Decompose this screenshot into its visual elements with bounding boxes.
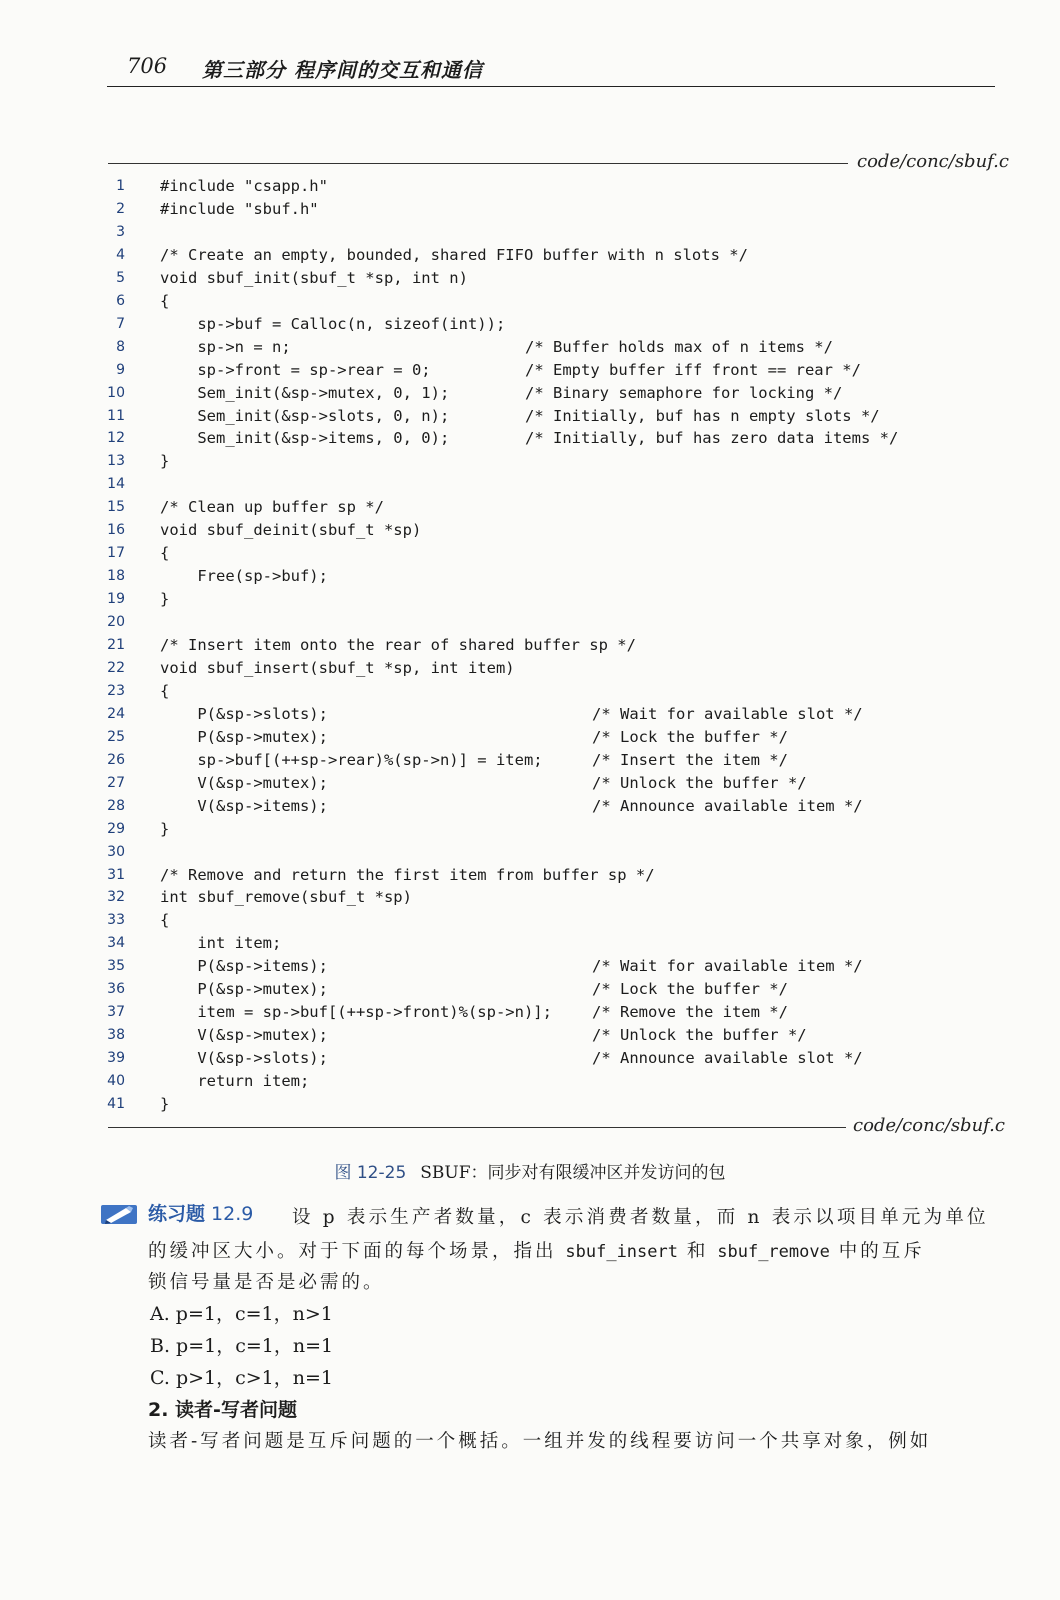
code-text: {	[160, 291, 170, 310]
line-number: 2	[116, 200, 125, 217]
exercise-line-2-end: 中的互斥	[829, 1241, 925, 1262]
code-text: {	[160, 681, 170, 700]
line-number: 4	[116, 246, 125, 263]
line-number: 5	[116, 269, 125, 286]
code-text: P(&sp->mutex);	[160, 980, 328, 999]
code-line	[0, 521, 1060, 543]
code-line	[0, 177, 1060, 199]
code-text: P(&sp->items);	[160, 957, 328, 976]
code-text: int item;	[160, 934, 282, 953]
code-line	[0, 452, 1060, 474]
code-text: P(&sp->slots);	[160, 704, 328, 723]
line-number: 26	[107, 751, 125, 768]
code-line	[0, 269, 1060, 291]
caption-text: SBUF：同步对有限缓冲区并发访问的包	[420, 1163, 726, 1183]
code-text: /* Remove and return the first item from buffer sp */	[160, 865, 655, 884]
code-text: sp->front = sp->rear = 0;	[160, 360, 431, 379]
code-line	[0, 292, 1060, 314]
code-line	[0, 797, 1060, 819]
section-heading: 2. 读者-写者问题	[148, 1399, 297, 1421]
line-number: 1	[116, 178, 125, 194]
line-number: 32	[107, 889, 125, 906]
exercise-heading	[148, 1199, 253, 1226]
code-text: V(&sp->mutex);	[160, 773, 328, 792]
exercise-pencil-icon	[100, 1202, 138, 1226]
code-line	[0, 751, 1060, 773]
code-line	[0, 1049, 1060, 1071]
code-line	[0, 1026, 1060, 1048]
code-text: Sem_init(&sp->mutex, 0, 1);	[160, 383, 450, 402]
exercise-line-2-text: 的缓冲区大小。对于下面的每个场景，指出	[148, 1241, 566, 1262]
code-comment: /* Unlock the buffer */	[592, 1026, 807, 1045]
file-label-bottom: code/conc/sbuf.c	[853, 1115, 1005, 1136]
page-number: 706	[127, 54, 168, 78]
code-text: return item;	[160, 1072, 310, 1091]
code-text: Sem_init(&sp->items, 0, 0);	[160, 429, 450, 448]
exercise-option-c: C. p>1，c>1，n=1	[150, 1367, 334, 1389]
code-text: }	[160, 452, 170, 471]
code-bottom-rule	[108, 1127, 846, 1128]
line-number: 17	[107, 545, 125, 562]
code-comment: /* Lock the buffer */	[592, 980, 788, 999]
line-number: 16	[107, 522, 125, 539]
code-line	[0, 475, 1060, 497]
exercise-line-3: 锁信号量是否是必需的。	[148, 1272, 385, 1293]
code-line	[0, 567, 1060, 589]
code-line	[0, 498, 1060, 520]
line-number: 37	[107, 1004, 125, 1021]
line-number: 34	[107, 935, 125, 952]
code-text: void sbuf_insert(sbuf_t *sp, int item)	[160, 658, 515, 677]
code-text: {	[160, 544, 170, 563]
code-comment: /* Announce available slot */	[592, 1049, 863, 1068]
code-line	[0, 980, 1060, 1002]
code-text: }	[160, 819, 170, 838]
code-text: }	[160, 1095, 170, 1113]
code-text: item = sp->buf[(++sp->front)%(sp->n)];	[160, 1003, 552, 1022]
line-number: 12	[107, 430, 125, 447]
line-number: 36	[107, 981, 125, 998]
code-text: void sbuf_init(sbuf_t *sp, int n)	[160, 268, 468, 287]
code-line	[0, 223, 1060, 245]
code-comment: /* Empty buffer iff front == rear */	[525, 360, 861, 379]
code-comment: /* Wait for available item */	[592, 957, 863, 976]
code-line	[0, 866, 1060, 888]
line-number: 30	[107, 843, 125, 860]
code-text: P(&sp->mutex);	[160, 727, 328, 746]
line-number: 7	[116, 315, 125, 332]
line-number: 13	[107, 453, 125, 470]
line-number: 41	[107, 1096, 125, 1112]
line-number: 38	[107, 1027, 125, 1044]
code-text: Free(sp->buf);	[160, 567, 328, 586]
line-number: 31	[107, 866, 125, 883]
figure-label: 图 12-25	[334, 1163, 407, 1183]
exercise-option-a: A. p=1，c=1，n>1	[150, 1303, 333, 1325]
header-rule	[107, 86, 995, 87]
code-line	[0, 338, 1060, 360]
code-text: /* Clean up buffer sp */	[160, 498, 384, 517]
code-comment: /* Initially, buf has zero data items */	[525, 429, 899, 448]
code-line	[0, 682, 1060, 704]
code-line	[0, 407, 1060, 429]
line-number: 35	[107, 958, 125, 975]
code-line	[0, 361, 1060, 383]
code-line	[0, 957, 1060, 979]
code-line	[0, 246, 1060, 268]
code-comment: /* Announce available item */	[592, 796, 863, 815]
code-line	[0, 911, 1060, 933]
code-line	[0, 1072, 1060, 1094]
code-line	[0, 590, 1060, 612]
code-text: {	[160, 911, 170, 930]
code-line	[0, 820, 1060, 842]
code-line	[0, 1095, 1060, 1117]
code-line	[0, 429, 1060, 451]
line-number: 39	[107, 1050, 125, 1067]
exercise-title: 练习题	[148, 1203, 206, 1225]
code-line	[0, 200, 1060, 222]
code-text: V(&sp->slots);	[160, 1049, 328, 1068]
code-text: /* Insert item onto the rear of shared buffer sp */	[160, 636, 636, 654]
running-title: 第三部分 程序间的交互和通信	[202, 58, 483, 82]
line-number: 8	[116, 338, 125, 355]
code-line	[0, 934, 1060, 956]
code-text: sp->buf = Calloc(n, sizeof(int));	[160, 314, 506, 333]
line-number: 23	[107, 682, 125, 699]
code-top-rule	[108, 163, 848, 164]
code-text: V(&sp->mutex);	[160, 1026, 328, 1045]
line-number: 14	[107, 476, 125, 493]
code-text: void sbuf_deinit(sbuf_t *sp)	[160, 521, 422, 540]
sbuf-insert-code: sbuf_insert	[565, 1242, 678, 1262]
code-comment: /* Binary semaphore for locking */	[525, 383, 843, 402]
line-number: 21	[107, 637, 125, 653]
code-line	[0, 636, 1060, 658]
line-number: 25	[107, 728, 125, 745]
code-comment: /* Remove the item */	[592, 1003, 788, 1022]
line-number: 19	[107, 591, 125, 608]
line-number: 6	[116, 292, 125, 309]
line-number: 22	[107, 659, 125, 676]
section-paragraph: 读者-写者问题是互斥问题的一个概括。一组并发的线程要访问一个共享对象，例如	[148, 1431, 932, 1452]
code-line	[0, 1003, 1060, 1025]
code-line	[0, 544, 1060, 566]
line-number: 28	[107, 797, 125, 814]
code-comment: /* Lock the buffer */	[592, 727, 788, 746]
exercise-line-1: 设 p 表示生产者数量，c 表示消费者数量，而 n 表示以项目单元为单位	[292, 1207, 989, 1228]
page-header	[107, 54, 993, 84]
code-line	[0, 888, 1060, 910]
code-text: V(&sp->items);	[160, 796, 328, 815]
line-number: 29	[107, 820, 125, 837]
figure-caption	[0, 1158, 1060, 1183]
code-text: sp->buf[(++sp->rear)%(sp->n)] = item;	[160, 750, 543, 769]
code-comment: /* Unlock the buffer */	[592, 773, 807, 792]
line-number: 9	[116, 361, 125, 378]
line-number: 11	[107, 407, 125, 424]
code-comment: /* Buffer holds max of n items */	[525, 337, 833, 356]
exercise-line-2-and: 和	[677, 1241, 718, 1262]
code-comment: /* Initially, buf has n empty slots */	[525, 406, 880, 425]
line-number: 24	[107, 705, 125, 722]
code-text: }	[160, 590, 170, 609]
line-number: 15	[107, 499, 125, 516]
code-comment: /* Insert the item */	[592, 750, 788, 769]
code-line	[0, 728, 1060, 750]
code-text: int sbuf_remove(sbuf_t *sp)	[160, 888, 412, 907]
file-label-top: code/conc/sbuf.c	[857, 151, 1009, 172]
line-number: 3	[116, 223, 125, 240]
code-text: #include "sbuf.h"	[160, 199, 319, 218]
code-comment: /* Wait for available slot */	[592, 704, 863, 723]
line-number: 27	[107, 774, 125, 791]
code-line	[0, 315, 1060, 337]
line-number: 10	[107, 384, 125, 401]
exercise-option-b: B. p=1，c=1，n=1	[150, 1335, 334, 1357]
code-line	[0, 613, 1060, 635]
code-line	[0, 843, 1060, 865]
line-number: 33	[107, 912, 125, 929]
code-text: sp->n = n;	[160, 337, 291, 356]
code-text: Sem_init(&sp->slots, 0, n);	[160, 406, 450, 425]
exercise-line-2	[148, 1235, 998, 1269]
exercise-number: 12.9	[211, 1203, 254, 1225]
code-text: #include "csapp.h"	[160, 177, 328, 195]
code-line	[0, 705, 1060, 727]
sbuf-remove-code: sbuf_remove	[717, 1242, 830, 1262]
code-text: /* Create an empty, bounded, shared FIFO buffer with n slots */	[160, 245, 748, 264]
code-line	[0, 384, 1060, 406]
line-number: 40	[107, 1073, 125, 1090]
line-number: 20	[107, 614, 125, 631]
line-number: 18	[107, 568, 125, 585]
code-line	[0, 774, 1060, 796]
code-line	[0, 659, 1060, 681]
